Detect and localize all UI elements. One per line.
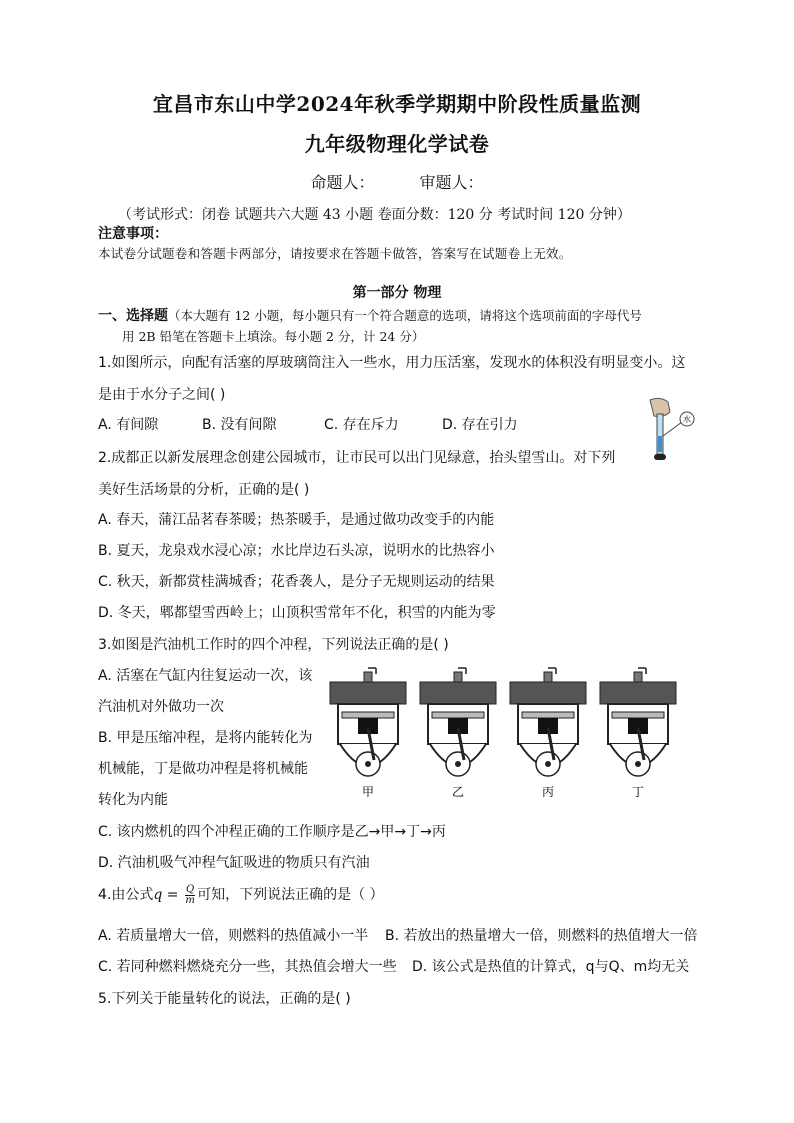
notice-body: 本试卷分试题卷和答题卡两部分，请按要求在答题卡做答，答案写在试题卷上无效。 [98, 246, 572, 261]
q1-option-a: A. 有间隙 [98, 417, 159, 433]
q4-option-b: B. 若放出的热量增大一倍，则燃料的热值增大一倍 [385, 928, 698, 944]
figure-label-yi: 乙 [451, 785, 465, 799]
q4-option-d: D. 该公式是热值的计算式，q与Q、m均无关 [412, 959, 690, 975]
exam-subtitle: 九年级物理化学试卷 [304, 132, 490, 156]
q4-option-a: A. 若质量增大一倍，则燃料的热值减小一半 [98, 928, 369, 944]
section-heading [98, 305, 642, 325]
q4-stem-var: q [153, 887, 163, 903]
figure-label-bing: 丙 [541, 785, 555, 799]
author-label: 命题人： [310, 173, 375, 192]
engine-strokes-figure [326, 662, 686, 802]
part-title: 第一部分 物理 [352, 285, 442, 301]
reviewer-label: 审题人： [419, 173, 484, 192]
engine-stroke-yi [420, 668, 496, 776]
q2-stem-line1: 2.成都正以新发展理念创建公园城市，让市民可以出门见绿意，抬头望雪山。对下列 [98, 450, 616, 466]
q4-option-c: C. 若同种燃料燃烧充分一些，其热值会增大一些 [98, 959, 397, 975]
q1-option-c: C. 存在斥力 [324, 417, 399, 433]
section-note-line1: （本大题有 12 小题，每小题只有一个符合题意的选项，请将这个选项前面的字母代号 [168, 308, 642, 323]
q4-stem [98, 884, 384, 906]
q3-option-d: D. 汽油机吸气冲程气缸吸进的物质只有汽油 [98, 855, 370, 871]
q4-frac-den: m [185, 894, 195, 906]
section-heading-title: 一、选择题 [98, 308, 168, 324]
q3-stem: 3.如图是汽油机工作时的四个冲程，下列说法正确的是( ) [98, 637, 449, 653]
q5-stem: 5.下列关于能量转化的说法，正确的是( ) [98, 991, 351, 1007]
q2-option-d: D. 冬天，郫都望雪西岭上；山顶积雪常年不化，积雪的内能为零 [98, 605, 496, 621]
figure-label-jia: 甲 [361, 785, 375, 799]
figure-label-ding: 丁 [631, 785, 645, 799]
engine-stroke-jia [330, 668, 406, 776]
engine-stroke-ding [600, 668, 676, 776]
q3-option-b-line2: 机械能，丁是做功冲程是将机械能 [98, 761, 308, 777]
q2-option-b: B. 夏天，龙泉戏水浸心凉；水比岸边石头凉，说明水的比热容小 [98, 543, 495, 559]
q3-option-b-line3: 转化为内能 [98, 792, 168, 808]
q3-option-a-line1: A. 活塞在气缸内往复运动一次，该 [98, 668, 313, 684]
exam-title: 宜昌市东山中学2024年秋季学期期中阶段性质量监测 [152, 92, 642, 116]
piston-figure [630, 396, 702, 468]
q4-stem-post: 可知，下列说法正确的是（ ） [197, 887, 384, 903]
q3-option-b-line1: B. 甲是压缩冲程，是将内能转化为 [98, 730, 313, 746]
q1-option-d: D. 存在引力 [442, 417, 518, 433]
notice-heading: 注意事项： [98, 226, 168, 242]
section-note-line2: 用 2B 铅笔在答题卡上填涂。每小题 2 分，计 24 分） [122, 329, 425, 344]
author-line [0, 170, 794, 193]
q4-formula-fraction [185, 885, 195, 906]
q2-option-a: A. 春天，蒲江品茗春茶暖；热茶暖手，是通过做功改变手的内能 [98, 512, 495, 528]
q1-stem-line2: 是由于水分子之间( ) [98, 387, 226, 403]
q2-stem-line2: 美好生活场景的分析，正确的是( ) [98, 482, 310, 498]
q1-option-b: B. 没有间隙 [202, 417, 277, 433]
q3-option-a-line2: 汽油机对外做功一次 [98, 699, 224, 715]
q2-option-c: C. 秋天，新都赏桂满城香；花香袭人，是分子无规则运动的结果 [98, 574, 495, 590]
q1-stem-line1: 1.如图所示，向配有活塞的厚玻璃筒注入一些水，用力压活塞，发现水的体积没有明显变小。这 [98, 355, 686, 371]
q4-frac-num: Q [185, 883, 195, 895]
q4-stem-pre: 4.由公式 [98, 887, 154, 903]
piston-water-label: 水 [683, 415, 691, 424]
q4-stem-eq: = [162, 887, 183, 903]
q3-option-c: C. 该内燃机的四个冲程正确的工作顺序是乙→甲→丁→丙 [98, 824, 446, 840]
exam-info: （考试形式：闭卷 试题共六大题 43 小题 卷面分数：120 分 考试时间 120 分钟） [118, 207, 631, 223]
engine-stroke-bing [510, 668, 586, 776]
